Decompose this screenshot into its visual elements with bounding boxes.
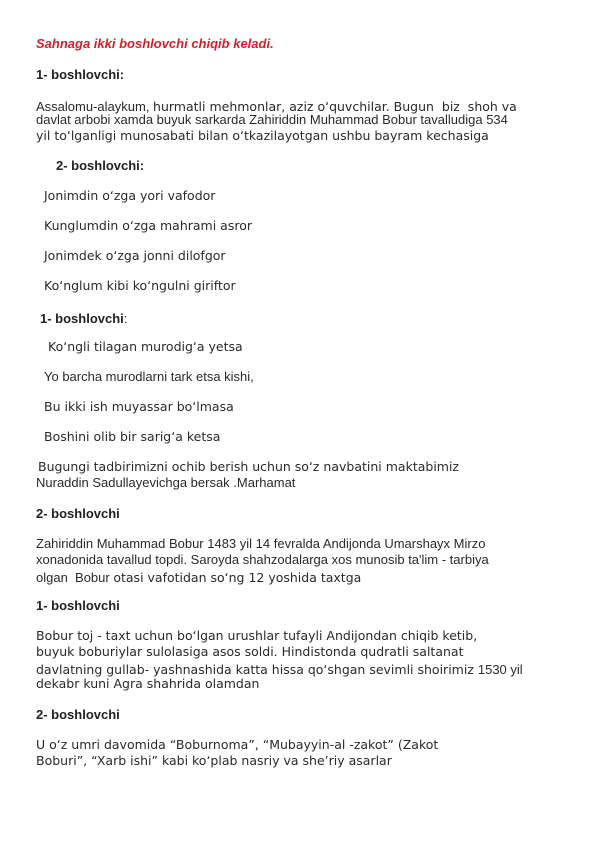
- speaker-1-heading: 1- boshlovchi:: [36, 67, 125, 82]
- speaker-label: 1- boshlovchi: [40, 311, 124, 326]
- speaker-1-heading-third: 1- boshlovchi: [36, 598, 120, 613]
- poem-2-line: Bu ikki ish muyassar bo‘lmasa: [44, 399, 234, 414]
- intro-line-3: yil to‘lganligi munosabati bilan o‘tkazilayotgan ushbu bayram kechasiga: [36, 128, 489, 143]
- bio-1-line-3-end: otasi vafotidan so‘ng 12 yoshida taxtga: [113, 570, 362, 585]
- intro-line-1-rest: hurmatli mehmonlar, aziz o‘quvchilar. Bugun biz shoh va: [153, 99, 517, 114]
- bio-2-line-1: Bobur toj - taxt uchun bo‘lgan urushlar tufayli Andijondan chiqib ketib,: [36, 628, 478, 643]
- bio-3-line-1: U o‘z umri davomida “Boburnoma”, “Mubayyin-al -zakot” (Zakot: [36, 737, 439, 752]
- intro-line-1-greeting: Assalomu-alaykum,: [36, 99, 154, 114]
- poem-1-line: Jonimdek o‘zga jonni dilofgor: [44, 248, 226, 263]
- poem-2-line: Yo barcha murodlarni tark etsa kishi,: [44, 369, 254, 384]
- poem-1-line: Ko‘nglum kibi ko‘ngulni giriftor: [44, 278, 236, 293]
- scene-direction: Sahnaga ikki boshlovchi chiqib keladi.: [36, 36, 274, 51]
- bio-1-line-3: [36, 568, 361, 587]
- bio-2-line-3-end: 1530 yil: [477, 662, 523, 677]
- speaker-2-heading-third: 2- boshlovchi: [36, 707, 120, 722]
- bio-1-line-3-start: olgan Bobur: [36, 570, 114, 585]
- poem-1-line: Kunglumdin o‘zga mahrami asror: [44, 218, 252, 233]
- speaker-label-colon: :: [123, 311, 128, 326]
- bio-3-line-2: Boburi”, “Xarb ishi” kabi ko‘plab nasriy va she’riy asarlar: [36, 753, 392, 768]
- poem-2-line: Ko‘ngli tilagan murodig‘a yetsa: [48, 339, 243, 354]
- invite-line-2: Nuraddin Sadullayevichga bersak .Marhamat: [36, 475, 296, 490]
- speaker-2-heading: 2- boshlovchi:: [56, 158, 145, 173]
- invite-line-1: Bugungi tadbirimizni ochib berish uchun so‘z navbatini maktabimiz: [38, 459, 459, 474]
- bio-1-line-2: xonadonida tavallud topdi. Saroyda shahzodalarga xos munosib ta'lim - tarbiya: [36, 552, 489, 567]
- bio-2-line-2: buyuk boburiylar sulolasiga asos soldi. Hindistonda qudratli saltanat: [36, 644, 464, 659]
- bio-1-line-1: Zahiriddin Muhammad Bobur 1483 yil 14 fevralda Andijonda Umarshayx Mirzo: [36, 536, 486, 551]
- bio-2-line-3-start: davlatning gullab- yashnashida katta hissa qo‘shgan sevimli shoirimiz: [36, 662, 478, 677]
- poem-1-line: Jonimdin o‘zga yori vafodor: [44, 188, 216, 203]
- poem-2-line: Boshini olib bir sarig‘a ketsa: [44, 429, 221, 444]
- intro-line-2: davlat arbobi xamda buyuk sarkarda Zahiriddin Muhammad Bobur tavalludiga 534: [36, 112, 508, 127]
- speaker-1-heading-second: [40, 309, 127, 328]
- speaker-2-heading-second: 2- boshlovchi: [36, 506, 120, 521]
- bio-2-line-4: dekabr kuni Agra shahrida olamdan: [36, 676, 260, 691]
